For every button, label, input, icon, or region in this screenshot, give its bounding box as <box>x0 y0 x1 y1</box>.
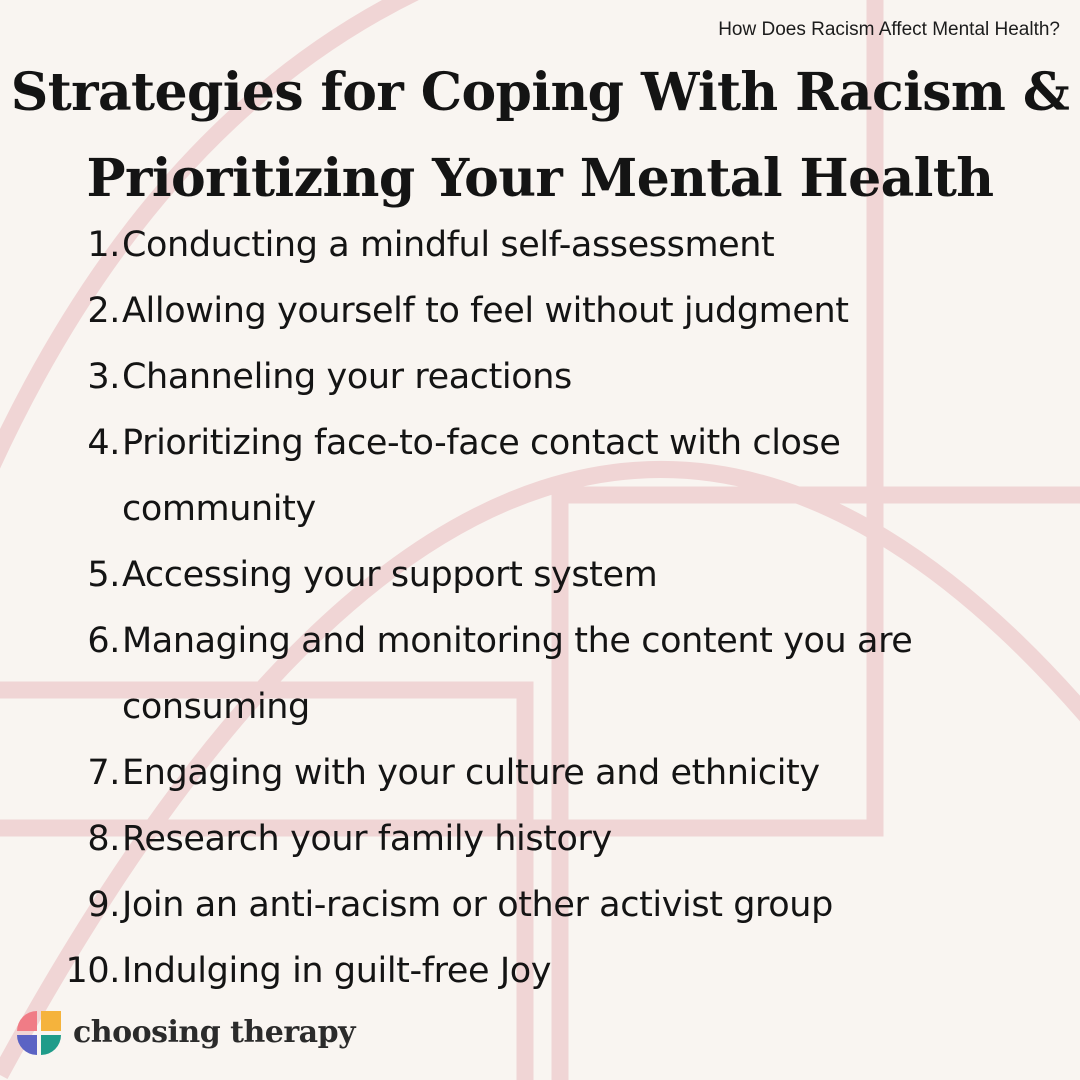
list-item-number: 5. <box>87 555 120 595</box>
list-item-number: 1. <box>87 225 120 265</box>
list-item-text: Conducting a mindful self-assessment <box>122 225 775 265</box>
choosing-therapy-logo-icon <box>15 1009 63 1057</box>
list-item <box>0 806 962 872</box>
list-item-text: Prioritizing face-to-face contact with close community <box>122 423 841 529</box>
list-item <box>0 938 962 1004</box>
list-item-number: 2. <box>87 291 120 331</box>
list-item-number: 8. <box>87 819 120 859</box>
list-item-text: Engaging with your culture and ethnicity <box>122 753 820 793</box>
page-title <box>0 50 1080 222</box>
title-line-2: Prioritizing Your Mental Health <box>86 148 994 209</box>
list-item <box>0 278 962 344</box>
list-item-text: Accessing your support system <box>122 555 658 595</box>
list-item <box>0 344 962 410</box>
brand-name: choosing therapy <box>73 1015 356 1050</box>
list-item-text: Join an anti-racism or other activist group <box>122 885 833 925</box>
list-item <box>0 410 962 542</box>
list-item-number: 6. <box>87 621 120 661</box>
list-item <box>0 872 962 938</box>
list-item-number: 4. <box>87 423 120 463</box>
list-item-text: Managing and monitoring the content you are consuming <box>122 621 913 727</box>
list-item <box>0 542 962 608</box>
list-item <box>0 212 962 278</box>
list-item-number: 10. <box>65 951 120 991</box>
list-item-text: Research your family history <box>122 819 612 859</box>
list-item-number: 3. <box>87 357 120 397</box>
list-item-text: Channeling your reactions <box>122 357 572 397</box>
list-item <box>0 608 962 740</box>
list-item <box>0 740 962 806</box>
list-item-number: 7. <box>87 753 120 793</box>
list-item-text: Allowing yourself to feel without judgment <box>122 291 849 331</box>
strategy-list <box>0 212 962 1004</box>
list-item-text: Indulging in guilt-free Joy <box>122 951 552 991</box>
list-item-number: 9. <box>87 885 120 925</box>
title-line-1: Strategies for Coping With Racism & <box>10 62 1070 123</box>
article-title: How Does Racism Affect Mental Health? <box>718 19 1060 40</box>
brand-logo <box>15 1009 355 1057</box>
